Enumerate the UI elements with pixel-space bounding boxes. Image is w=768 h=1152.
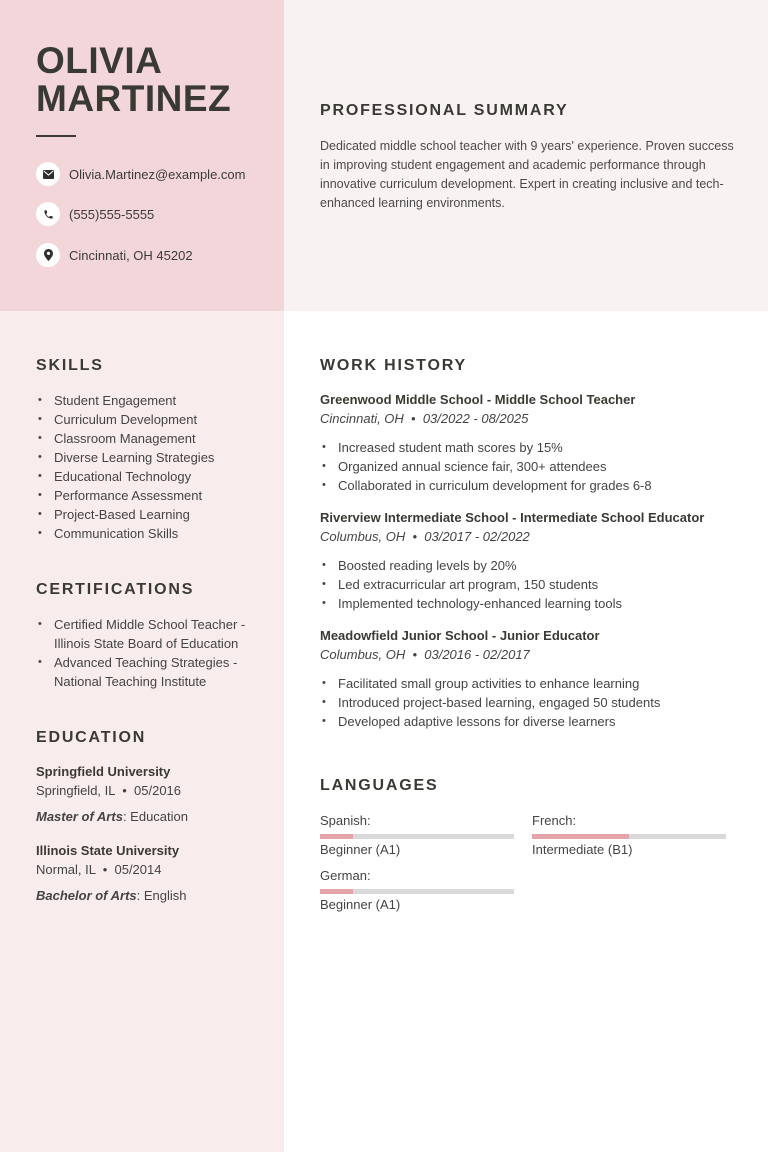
language-proficiency-fill: [320, 889, 353, 894]
education-meta: Normal, IL • 05/2014: [36, 862, 162, 877]
job-bullet: • Boosted reading levels by 20%: [338, 556, 758, 575]
education-school: Illinois State University: [36, 843, 180, 858]
contact-email[interactable]: [36, 162, 245, 186]
work-history-title: WORK HISTORY: [320, 357, 467, 374]
name-divider: [36, 135, 76, 137]
skills-title: SKILLS: [36, 357, 104, 374]
language-proficiency-fill: [532, 834, 629, 839]
skill-item: • Communication Skills: [54, 524, 284, 543]
summary-title: PROFESSIONAL SUMMARY: [320, 102, 569, 119]
job-dates: 03/2017 - 02/2022: [424, 529, 530, 544]
degree-field: English: [143, 888, 187, 903]
job-meta: Cincinnati, OH • 03/2022 - 08/2025: [320, 411, 529, 426]
education-degree: Bachelor of Arts: English: [36, 888, 187, 903]
job-bullet: • Led extracurricular art program, 150 students: [338, 575, 758, 594]
certifications-title: CERTIFICATIONS: [36, 581, 195, 598]
language-proficiency-bar: [320, 834, 514, 839]
job-bullet: • Collaborated in curriculum development for grades 6-8: [338, 476, 758, 495]
contact-location: [36, 243, 193, 267]
job-bullet: • Organized annual science fair, 300+ attendees: [338, 457, 758, 476]
job-bullets: [320, 556, 758, 613]
first-name: OLIVIA: [36, 40, 163, 81]
education-location: Springfield, IL: [36, 783, 116, 798]
phone-text: (555)555-5555: [69, 206, 155, 222]
skill-item: • Educational Technology: [54, 467, 284, 486]
language-proficiency-bar: [532, 834, 726, 839]
language-name: German:: [320, 868, 371, 883]
phone-icon: [36, 202, 60, 226]
degree-type: Master of Arts: [36, 809, 123, 824]
skill-item: • Student Engagement: [54, 391, 284, 410]
language-level: Beginner (A1): [320, 842, 401, 857]
skills-list: [36, 391, 284, 543]
degree-field: Education: [130, 809, 188, 824]
skill-item: • Curriculum Development: [54, 410, 284, 429]
job-location: Cincinnati, OH: [320, 411, 404, 426]
last-name: MARTINEZ: [36, 78, 232, 119]
summary-text: Dedicated middle school teacher with 9 years' experience. Proven success in improving student engagement and academic performance through innovative curriculum development. Expert in creating inclusive and tech-enhanced learning environments.: [320, 139, 734, 210]
skill-item: • Project-Based Learning: [54, 505, 284, 524]
job-bullet: • Developed adaptive lessons for diverse learners: [338, 712, 758, 731]
certification-item: • Advanced Teaching Strategies - National Teaching Institute: [54, 653, 259, 691]
language-proficiency-fill: [320, 834, 353, 839]
degree-type: Bachelor of Arts: [36, 888, 137, 903]
job-heading: Greenwood Middle School - Middle School Teacher: [320, 392, 636, 407]
job-meta: Columbus, OH • 03/2017 - 02/2022: [320, 529, 530, 544]
education-date: 05/2016: [134, 783, 182, 798]
education-school: Springfield University: [36, 764, 171, 779]
job-heading: Riverview Intermediate School - Intermediate School Educator: [320, 510, 705, 525]
language-level: Beginner (A1): [320, 897, 401, 912]
education-date: 05/2014: [114, 862, 162, 877]
language-name: Spanish:: [320, 813, 371, 828]
job-location: Columbus, OH: [320, 647, 406, 662]
job-meta: Columbus, OH • 03/2016 - 02/2017: [320, 647, 530, 662]
skill-item: • Performance Assessment: [54, 486, 284, 505]
job-dates: 03/2022 - 08/2025: [422, 411, 529, 426]
job-heading: Meadowfield Junior School - Junior Educator: [320, 628, 600, 643]
language-proficiency-bar: [320, 889, 514, 894]
education-degree: Master of Arts: Education: [36, 809, 188, 824]
certification-item: • Certified Middle School Teacher - Illinois State Board of Education: [54, 615, 259, 653]
education-meta: Springfield, IL • 05/2016: [36, 783, 182, 798]
job-bullets: [320, 438, 758, 495]
envelope-icon: [36, 162, 60, 186]
education-location: Normal, IL: [36, 862, 96, 877]
languages-title: LANGUAGES: [320, 777, 439, 794]
job-dates: 03/2016 - 02/2017: [424, 647, 530, 662]
email-text: Olivia.Martinez@example.com: [69, 166, 246, 182]
job-bullet: • Increased student math scores by 15%: [338, 438, 758, 457]
education-title: EDUCATION: [36, 729, 147, 746]
certifications-list: [36, 615, 259, 691]
skill-item: • Diverse Learning Strategies: [54, 448, 284, 467]
job-bullet: • Introduced project-based learning, engaged 50 students: [338, 693, 758, 712]
job-bullets: [320, 674, 758, 731]
contact-phone[interactable]: [36, 202, 154, 226]
job-bullet: • Implemented technology-enhanced learning tools: [338, 594, 758, 613]
job-bullet: • Facilitated small group activities to enhance learning: [338, 674, 758, 693]
language-name: French:: [532, 813, 577, 828]
candidate-name: [36, 42, 231, 118]
language-level: Intermediate (B1): [532, 842, 633, 857]
location-text: Cincinnati, OH 45202: [69, 247, 193, 263]
job-location: Columbus, OH: [320, 529, 406, 544]
skill-item: • Classroom Management: [54, 429, 284, 448]
map-pin-icon: [36, 243, 60, 267]
